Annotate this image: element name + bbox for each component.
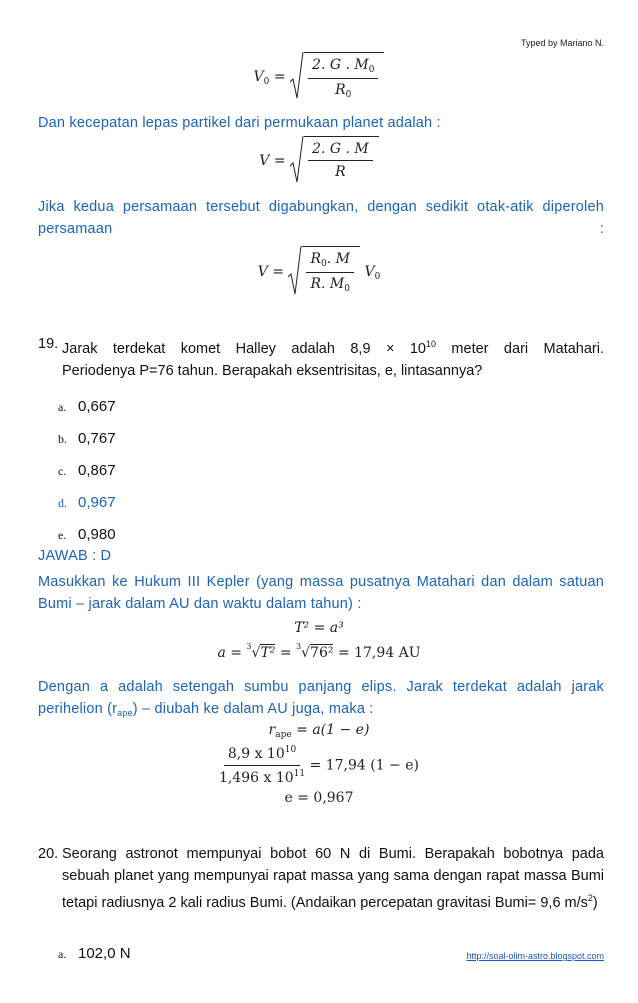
question-19 [38, 333, 604, 382]
question-number: 19. [38, 336, 59, 352]
escape-velocity-v-formula: V = $\frac{2. G . M}{R}$ [0, 136, 638, 186]
option-c: c. 0,867 [58, 462, 116, 479]
option-b: b. 0,767 [58, 430, 116, 447]
perihelion-explanation: Dengan a adalah setengah sumbu panjang elips. Jarak terdekat adalah jarak perihelion $(r_{ape})$ – diubah ke dalam AU juga, maka : [38, 679, 604, 718]
kepler-equation: T² = a³ [294, 620, 344, 636]
combine-intro-line1: Jika kedua persamaan tersebut digabungkan, dengan sedikit otak-atik diperoleh persamaan : [38, 199, 604, 237]
question-20 [38, 843, 604, 914]
option-a: a. 0,667 [58, 398, 116, 415]
typed-by-credit: Typed by Mariano N. [520, 38, 604, 48]
kepler-explanation: Masukkan ke Hukum III Kepler (yang massa pusatnya Matahari dan dalam satuan Bumi – jarak dalam AU dan waktu dalam tahun) : [38, 574, 604, 612]
eccentricity-result: e = 0,967 [284, 790, 354, 806]
eccentricity-fraction-equation: $\frac{8,9 x 10^{10}}{1,496 x 10^{11}}$ = 17,94 (1 − e) [218, 745, 420, 786]
escape-velocity-v0-formula: $V_0$ = $\frac{2. G . M_0}{R_0}$ [0, 52, 638, 102]
question-19-line1: Jarak terdekat komet Halley adalah $8,9 \times 10^{10}$ meter dari Matahari. [62, 339, 604, 357]
question-19-line2: Periodenya P=76 tahun. Berapakah eksentrisitas, e, lintasannya? [62, 363, 483, 379]
q20-option-a: a. 102,0 N [58, 945, 131, 962]
question-20-text: Seorang astronot mempunyai bobot 60 N di Bumi. Berapakah bobotnya pada sebuah planet yang mempunyai rapat massa yang sama dengan rapat massa Bumi tetapi radiusnya 2 kali radius Bumi. (Andaikan percepatan gravitasi Bumi= 9,6 $m/s^2$) [62, 846, 604, 911]
option-e: e. 0,980 [58, 526, 116, 543]
blog-url-link[interactable]: http://soal-olim-astro.blogspot.com [466, 951, 604, 961]
question-number: 20. [38, 846, 59, 862]
semi-major-axis-equation: a = $^3$√T² = $^3$√76² = 17,94 AU [217, 642, 421, 661]
sqrt-symbol: $\frac{2. G . M_0}{R_0}$ [290, 52, 384, 102]
combined-velocity-formula: V = $\frac{R_0. M}{R. M_0}$ $V_0$ [0, 246, 638, 298]
answer-label: JAWAB : D [38, 548, 112, 564]
perihelion-equation: $r_{ape} = a(1 - e)$ [268, 722, 370, 740]
escape-velocity-intro: Dan kecepatan lepas partikel dari permukaan planet adalah : [38, 115, 441, 131]
option-d-correct: d. 0,967 [58, 494, 116, 511]
